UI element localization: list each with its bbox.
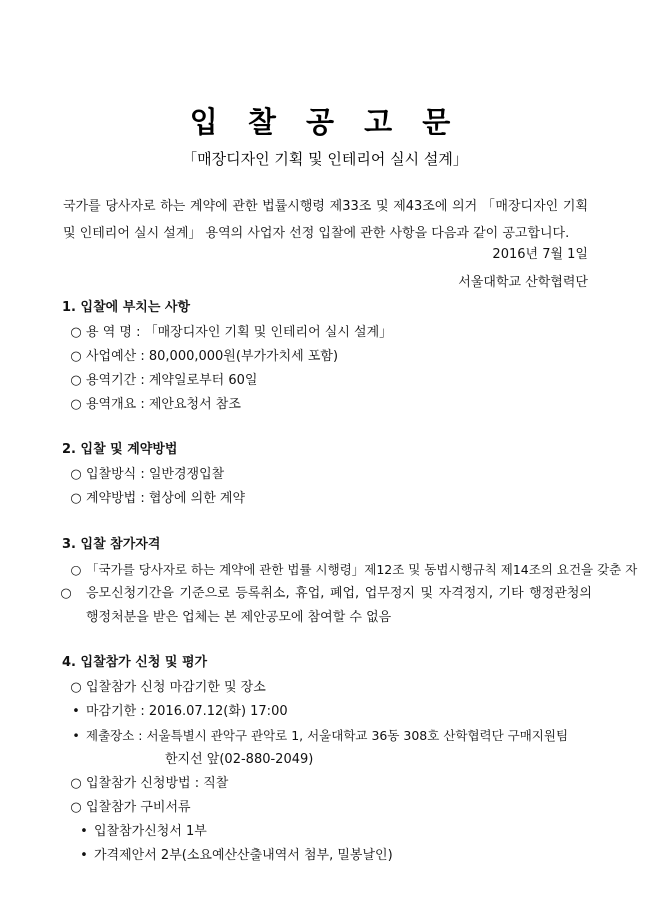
circle-bullet-icon: ○	[70, 776, 82, 791]
circle-bullet-icon: ○	[60, 586, 72, 601]
list-item: ○ 「국가를 당사자로 하는 계약에 관한 법률 시행령」제12조 및 동법시행규칙 제14조의 요건을 갖춘 자	[62, 558, 592, 582]
list-item: • 마감기한 : 2016.07.12(화) 17:00	[62, 700, 592, 724]
dot-bullet-icon: •	[72, 704, 80, 719]
circle-bullet-icon: ○	[70, 373, 82, 388]
section-title: 4. 입찰참가 신청 및 평가	[62, 655, 208, 670]
list-item: • 제출장소 : 서울특별시 관악구 관악로 1, 서울대학교 36동 308호 산학협력단 구매지원팀	[62, 724, 592, 748]
page-title: 입 찰 공 고 문	[189, 105, 461, 139]
list-item: ○ 입찰방식 : 일반경쟁입찰	[62, 463, 592, 487]
intro-paragraph: 국가를 당사자로 하는 계약에 관한 법률시행령 제33조 및 제43조에 의거 「매장디자인 기획 및 인테리어 실시 설계」 용역의 사업자 선정 입찰에 관한 사항을 다음과 같이 공고합니다.	[63, 199, 588, 241]
page-subtitle: 「매장디자인 기획 및 인테리어 실시 설계」	[182, 150, 468, 168]
circle-bullet-icon: ○	[70, 491, 82, 506]
list-item: ○ 용역기간 : 계약일로부터 60일	[62, 369, 592, 393]
circle-bullet-icon: ○	[70, 467, 82, 482]
circle-bullet-icon: ○	[70, 562, 82, 577]
list-item: ○ 계약방법 : 협상에 의한 계약	[62, 487, 592, 511]
announcing-organization: 서울대학교 산학협력단	[458, 275, 588, 290]
circle-bullet-icon: ○	[70, 349, 82, 364]
list-item: ○ 입찰참가 신청방법 : 직찰	[62, 772, 592, 796]
list-item: • 입찰참가신청서 1부	[62, 820, 592, 844]
list-item-continuation: 한지선 앞(02-880-2049)	[165, 752, 314, 767]
list-item: ○ 입찰참가 구비서류	[62, 796, 592, 820]
list-item: ○ 용역개요 : 제안요청서 참조	[62, 393, 592, 417]
list-item: ○ 사업예산 : 80,000,000원(부가가치세 포함)	[62, 345, 592, 369]
dot-bullet-icon: •	[72, 728, 80, 743]
circle-bullet-icon: ○	[70, 325, 82, 340]
section-title: 1. 입찰에 부치는 사항	[62, 300, 191, 315]
announcement-date: 2016년 7월 1일	[492, 247, 588, 262]
section-title: 2. 입찰 및 계약방법	[62, 442, 178, 457]
list-item: ○ 입찰참가 신청 마감기한 및 장소	[62, 676, 592, 700]
section-bid-method	[62, 437, 592, 511]
section-application	[62, 650, 592, 868]
circle-bullet-icon: ○	[70, 800, 82, 815]
circle-bullet-icon: ○	[70, 680, 82, 695]
dot-bullet-icon: •	[80, 824, 88, 839]
section-title: 3. 입찰 참가자격	[62, 537, 161, 552]
section-bid-items	[62, 295, 592, 417]
dot-bullet-icon: •	[80, 848, 88, 863]
list-item: ○ 용 역 명 : 「매장디자인 기획 및 인테리어 실시 설계」	[62, 321, 592, 345]
list-item: • 가격제안서 2부(소요예산산출내역서 첨부, 밀봉날인)	[62, 844, 592, 868]
section-eligibility	[60, 532, 638, 630]
list-item: ○ 응모신청기간을 기준으로 등록취소, 휴업, 폐업, 업무정지 및 자격정지, 기타 행정관청의 행정처분을 받은 업체는 본 제안공모에 참여할 수 없음	[62, 582, 592, 630]
circle-bullet-icon: ○	[70, 397, 82, 412]
